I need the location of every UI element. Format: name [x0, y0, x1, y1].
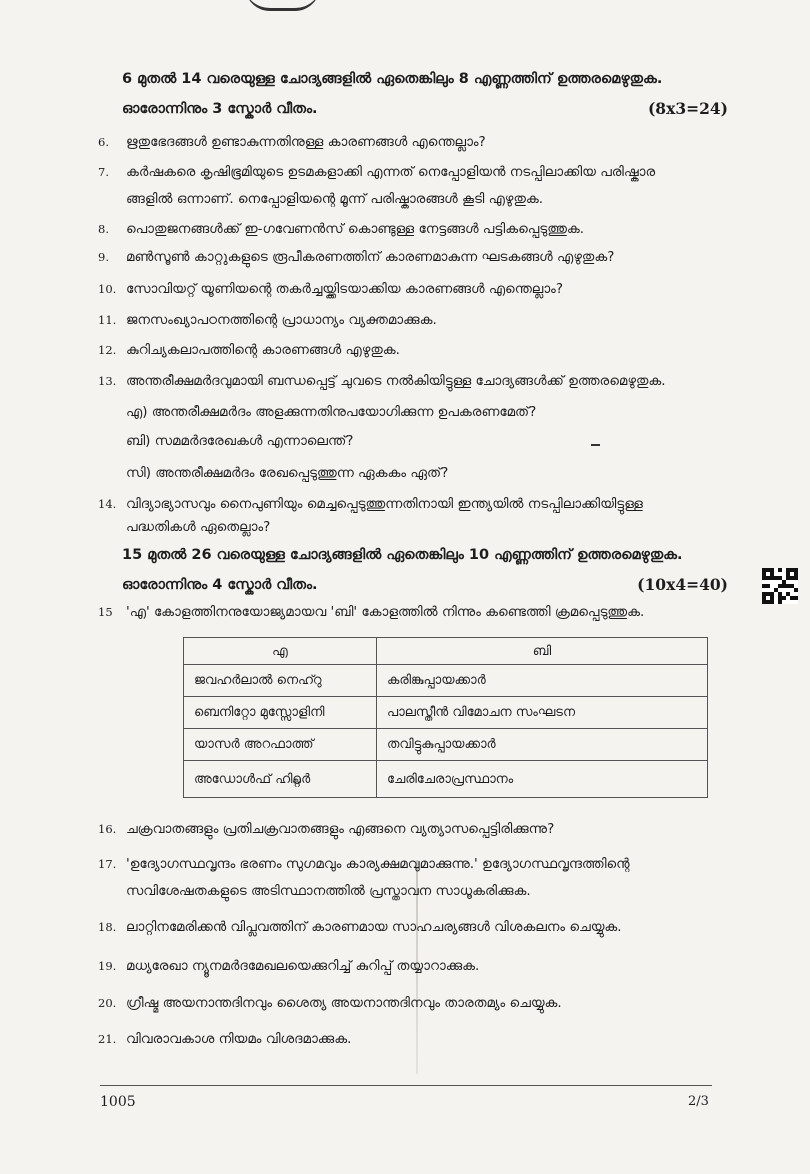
- question-number: 20.: [98, 996, 117, 1010]
- column-b-header: ബി: [377, 638, 708, 665]
- question-text: ങ്ങളിൽ ഒന്നാണ്. നെപ്പോളിയന്റെ മൂന്ന് പരിഷ്കാരങ്ങൾ കൂടി എഴുതുക.: [126, 191, 544, 207]
- question-number: 19.: [98, 959, 117, 973]
- question-text: വിവരാവകാശ നിയമം വിശദമാക്കുക.: [126, 1031, 352, 1047]
- sub-question-b: ബി) സമമർദരേഖകൾ എന്നാലെന്ത്?: [126, 433, 354, 449]
- question-text: കുറിച്യകലാപത്തിന്റെ കാരണങ്ങൾ എഴുതുക.: [126, 342, 400, 358]
- instruction-line-1: 15 മുതൽ 26 വരെയുള്ള ചോദ്യങ്ങളിൽ ഏതെങ്കിലും 10 എണ്ണത്തിന് ഉത്തരമെഴുതുക.: [122, 547, 683, 563]
- question-number: 16.: [98, 822, 117, 836]
- cell-a: അഡോൾഫ് ഹിറ്റ്ലർ: [184, 761, 377, 798]
- score-label: (10x4=40): [637, 575, 728, 594]
- question-text: 'ഉദ്യോഗസ്ഥവൃന്ദം ഭരണം സുഗമവും കാര്യക്ഷമവുമാക്കുന്നു.' ഉദ്യോഗസ്ഥവൃന്ദത്തിന്റെ: [126, 856, 630, 872]
- question-text: സവിശേഷതകളുടെ അടിസ്ഥാനത്തിൽ പ്രസ്താവന സാധൂകരിക്കുക.: [126, 883, 531, 899]
- column-a-header: എ: [184, 638, 377, 665]
- cell-b: ചേരിചേരാപ്രസ്ഥാനം: [377, 761, 708, 798]
- question-number: 17.: [98, 857, 117, 871]
- table-row: [184, 729, 708, 761]
- section-instruction-a: [122, 64, 728, 124]
- table-header-row: [184, 638, 708, 665]
- instruction-line-2: ഓരോന്നിനും 3 സ്കോർ വീതം.: [122, 101, 318, 117]
- footer-divider: [100, 1085, 712, 1086]
- cell-b: കരിങ്കുപ്പായക്കാർ: [377, 665, 708, 697]
- section-instruction-b: [122, 540, 728, 600]
- question-number: 12.: [98, 343, 117, 357]
- question-text: 'എ' കോളത്തിനനുയോജ്യമായവ 'ബി' കോളത്തിൽ നിന്നും കണ്ടെത്തി ക്രമപ്പെടുത്തുക.: [126, 604, 645, 620]
- question-text: സോവിയറ്റ് യൂണിയന്റെ തകർച്ചയ്ക്കിടയാക്കിയ കാരണങ്ങൾ എന്തെല്ലാം?: [126, 281, 563, 297]
- cell-a: ബെനിറ്റോ മുസ്സോളിനി: [184, 697, 377, 729]
- question-number: 7.: [98, 165, 109, 179]
- question-text: ലാറ്റിനമേരിക്കൻ വിപ്ലവത്തിന് കാരണമായ സാഹചര്യങ്ങൾ വിശകലനം ചെയ്യുക.: [126, 919, 622, 935]
- cell-a: യാസർ അറഫാത്ത്: [184, 729, 377, 761]
- question-text: ചക്രവാതങ്ങളും പ്രതിചക്രവാതങ്ങളും എങ്ങനെ വ്യത്യാസപ്പെട്ടിരിക്കുന്നു?: [126, 821, 555, 837]
- cell-a: ജവഹർലാൽ നെഹ്റു: [184, 665, 377, 697]
- question-text: ഋതുഭേദങ്ങൾ ഉണ്ടാകുന്നതിനുള്ള കാരണങ്ങൾ എന്തെല്ലാം?: [126, 134, 486, 150]
- cell-b: പാലസ്തീൻ വിമോചന സംഘടന: [377, 697, 708, 729]
- question-number: 15: [98, 605, 113, 619]
- question-number: 18.: [98, 920, 117, 934]
- question-text: പദ്ധതികൾ ഏതെല്ലാം?: [126, 519, 271, 535]
- question-number: 14.: [98, 497, 117, 511]
- question-text: വിദ്യാഭ്യാസവും നൈപുണിയും മെച്ചപ്പെടുത്തുന്നതിനായി ഇന്ത്യയിൽ നടപ്പിലാക്കിയിട്ടുള്ള: [126, 496, 643, 512]
- question-number: 11.: [98, 313, 117, 327]
- question-number: 13.: [98, 374, 117, 388]
- question-text: അന്തരീക്ഷമർദവുമായി ബന്ധപ്പെട്ട് ചുവടെ നൽകിയിട്ടുള്ള ചോദ്യങ്ങൾക്ക് ഉത്തരമെഴുതുക.: [126, 373, 666, 389]
- instruction-line-1: 6 മുതൽ 14 വരെയുള്ള ചോദ്യങ്ങളിൽ ഏതെങ്കിലും 8 എണ്ണത്തിന് ഉത്തരമെഴുതുക.: [122, 71, 663, 87]
- question-number: 9.: [98, 250, 109, 264]
- table-row: [184, 665, 708, 697]
- question-number: 6.: [98, 135, 109, 149]
- table-row: [184, 761, 708, 798]
- question-number: 21.: [98, 1032, 117, 1046]
- question-number: 10.: [98, 282, 117, 296]
- question-text: ഗ്രീഷ്മ അയനാന്തദിനവും ശൈത്യ അയനാന്തദിനവും താരതമ്യം ചെയ്യുക.: [126, 995, 562, 1011]
- question-text: മൺസൂൺ കാറ്റുകളുടെ രൂപീകരണത്തിന് കാരണമാകുന്ന ഘടകങ്ങൾ എഴുതുക?: [126, 249, 615, 265]
- table-row: [184, 697, 708, 729]
- match-table: [183, 637, 708, 798]
- page-number: 2/3: [688, 1094, 709, 1109]
- question-text: ജനസംഖ്യാപഠനത്തിന്റെ പ്രാധാന്യം വ്യക്തമാക്കുക.: [126, 312, 437, 328]
- page-mark: [245, 0, 320, 11]
- stray-mark: [591, 444, 600, 446]
- question-text: കർഷകരെ കൃഷിഭൂമിയുടെ ഉടമകളാക്കി എന്നത് നെപ്പോളിയൻ നടപ്പിലാക്കിയ പരിഷ്കാര: [126, 164, 656, 180]
- question-text: പൊതുജനങ്ങൾക്ക് ഇ-ഗവേണൻസ് കൊണ്ടുള്ള നേട്ടങ്ങൾ പട്ടികപ്പെടുത്തുക.: [126, 221, 585, 237]
- score-label: (8x3=24): [647, 99, 728, 118]
- sub-question-c: സി) അന്തരീക്ഷമർദം രേഖപ്പെടുത്തുന്ന ഏകകം ഏത്?: [126, 465, 449, 481]
- paper-code: 1005: [100, 1094, 136, 1110]
- instruction-line-2: ഓരോന്നിനും 4 സ്കോർ വീതം.: [122, 577, 318, 593]
- qr-code-icon: [762, 567, 798, 605]
- cell-b: തവിട്ടുകുപ്പായക്കാർ: [377, 729, 708, 761]
- question-number: 8.: [98, 222, 109, 236]
- question-text: മധ്യരേഖാ ന്യൂനമർദമേഖലയെക്കുറിച്ച് കുറിപ്പ് തയ്യാറാക്കുക.: [126, 958, 480, 974]
- sub-question-a: എ) അന്തരീക്ഷമർദം അളക്കുന്നതിനുപയോഗിക്കുന്ന ഉപകരണമേത്?: [126, 404, 537, 420]
